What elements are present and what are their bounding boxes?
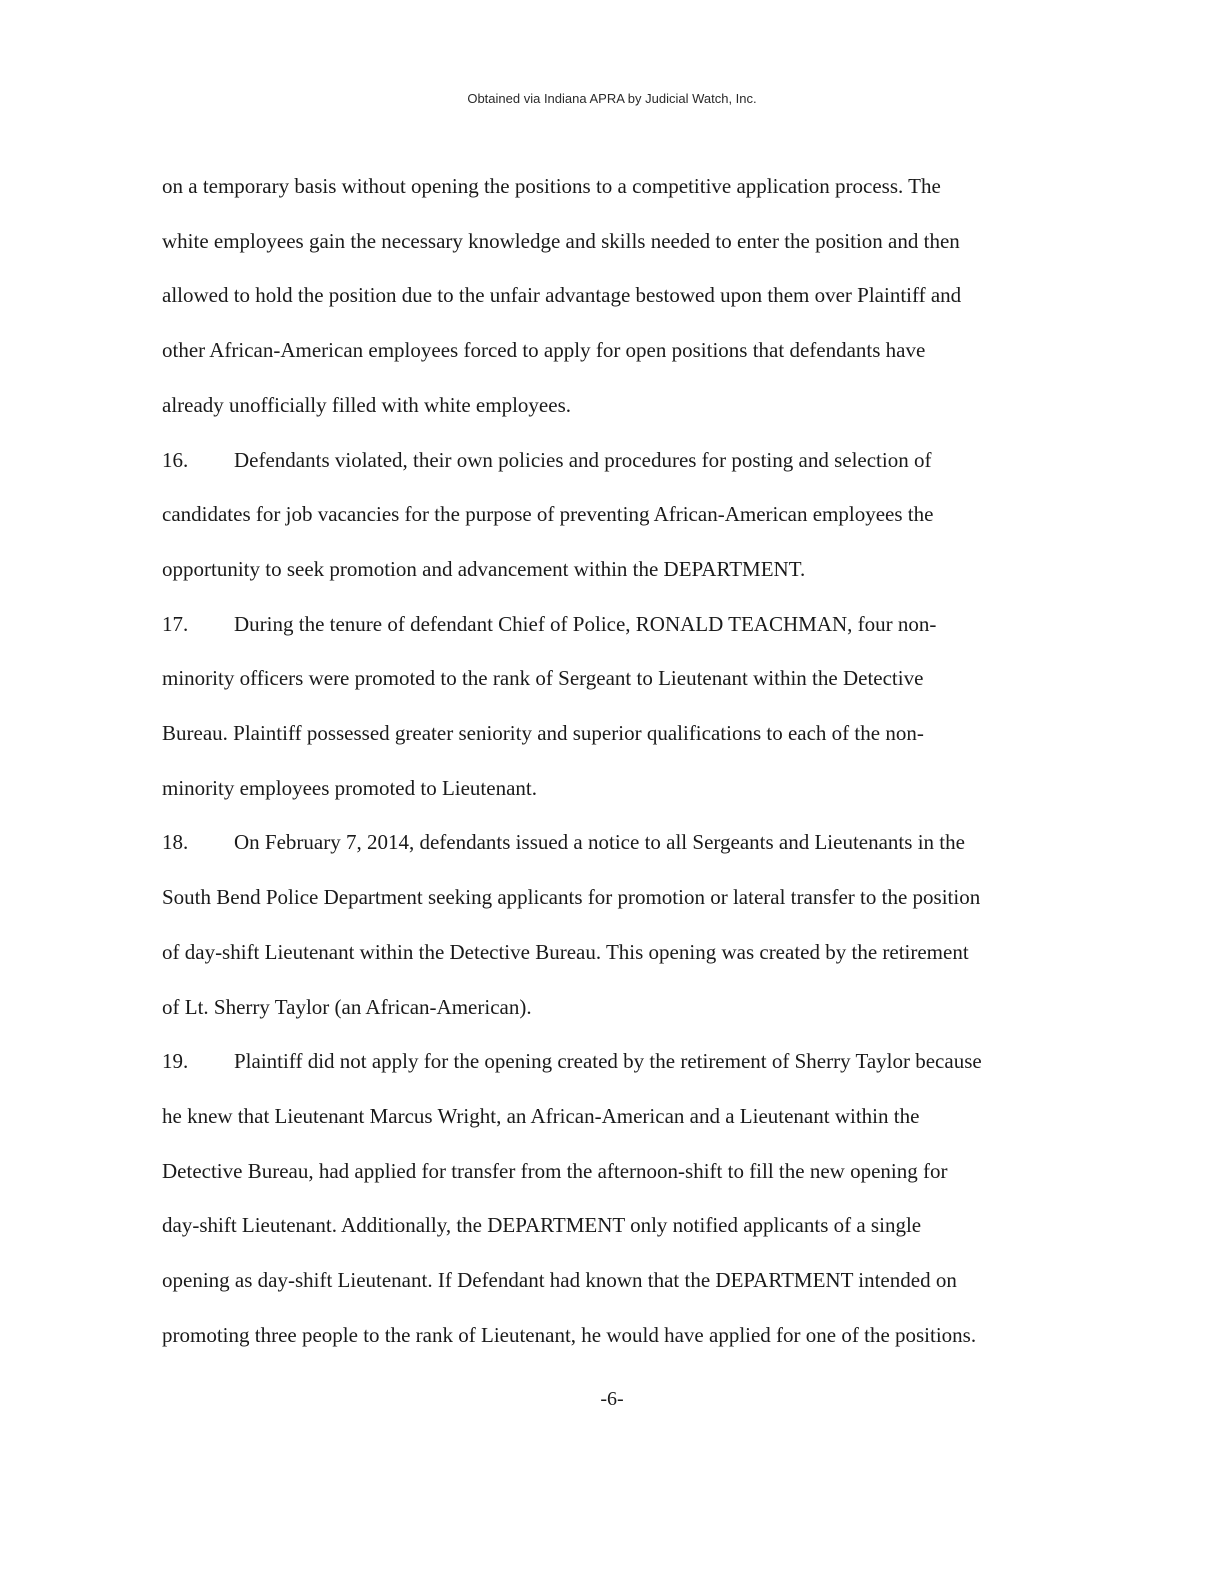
text-line: he knew that Lieutenant Marcus Wright, an African-American and a Lieutenant within the (162, 1103, 920, 1128)
paragraph-16-first-line (162, 433, 1067, 488)
text-line: Defendants violated, their own policies and procedures for posting and selection of (234, 447, 932, 472)
paragraph-number: 17. (162, 611, 189, 636)
text-line: minority employees promoted to Lieutenant. (162, 775, 537, 800)
text-line: promoting three people to the rank of Lieutenant, he would have applied for one of the positions. (162, 1322, 977, 1347)
paragraph-18-first-line (162, 815, 1067, 870)
text-line: of day-shift Lieutenant within the Detective Bureau. This opening was created by the retirement (162, 939, 969, 964)
text-line: Detective Bureau, had applied for transfer from the afternoon-shift to fill the new opening for (162, 1158, 948, 1183)
text-line: Bureau. Plaintiff possessed greater seniority and superior qualifications to each of the non- (162, 721, 924, 746)
document-source-header: Obtained via Indiana APRA by Judicial Watch, Inc. (467, 91, 757, 106)
text-line: minority officers were promoted to the rank of Sergeant to Lieutenant within the Detective (162, 666, 924, 691)
text-line: allowed to hold the position due to the unfair advantage bestowed upon them over Plaintiff and (162, 283, 962, 308)
text-line: white employees gain the necessary knowledge and skills needed to enter the position and then (162, 228, 960, 253)
text-line: opening as day-shift Lieutenant. If Defendant had known that the DEPARTMENT intended on (162, 1268, 957, 1293)
text-line: On February 7, 2014, defendants issued a notice to all Sergeants and Lieutenants in the (234, 830, 965, 855)
text-line: South Bend Police Department seeking applicants for promotion or lateral transfer to the position (162, 885, 981, 910)
paragraph-number: 19. (162, 1049, 189, 1074)
page-number: -6- (600, 1388, 624, 1410)
text-line: Plaintiff did not apply for the opening created by the retirement of Sherry Taylor because (234, 1049, 982, 1074)
paragraph-number: 16. (162, 447, 189, 472)
document-body (162, 159, 1067, 1362)
paragraph-number: 18. (162, 830, 189, 855)
text-line: candidates for job vacancies for the purpose of preventing African-American employees the (162, 502, 934, 527)
paragraph-17-first-line (162, 597, 1067, 652)
text-line: day-shift Lieutenant. Additionally, the DEPARTMENT only notified applicants of a single (162, 1213, 922, 1238)
text-line: opportunity to seek promotion and advancement within the DEPARTMENT. (162, 556, 806, 581)
text-line: During the tenure of defendant Chief of Police, RONALD TEACHMAN, four non- (234, 611, 937, 636)
paragraph-19-first-line (162, 1034, 1067, 1089)
text-line: already unofficially filled with white employees. (162, 392, 571, 417)
text-line: on a temporary basis without opening the positions to a competitive application process. The (162, 174, 941, 198)
text-line: other African-American employees forced to apply for open positions that defendants have (162, 338, 926, 363)
text-line: of Lt. Sherry Taylor (an African-American). (162, 994, 532, 1019)
